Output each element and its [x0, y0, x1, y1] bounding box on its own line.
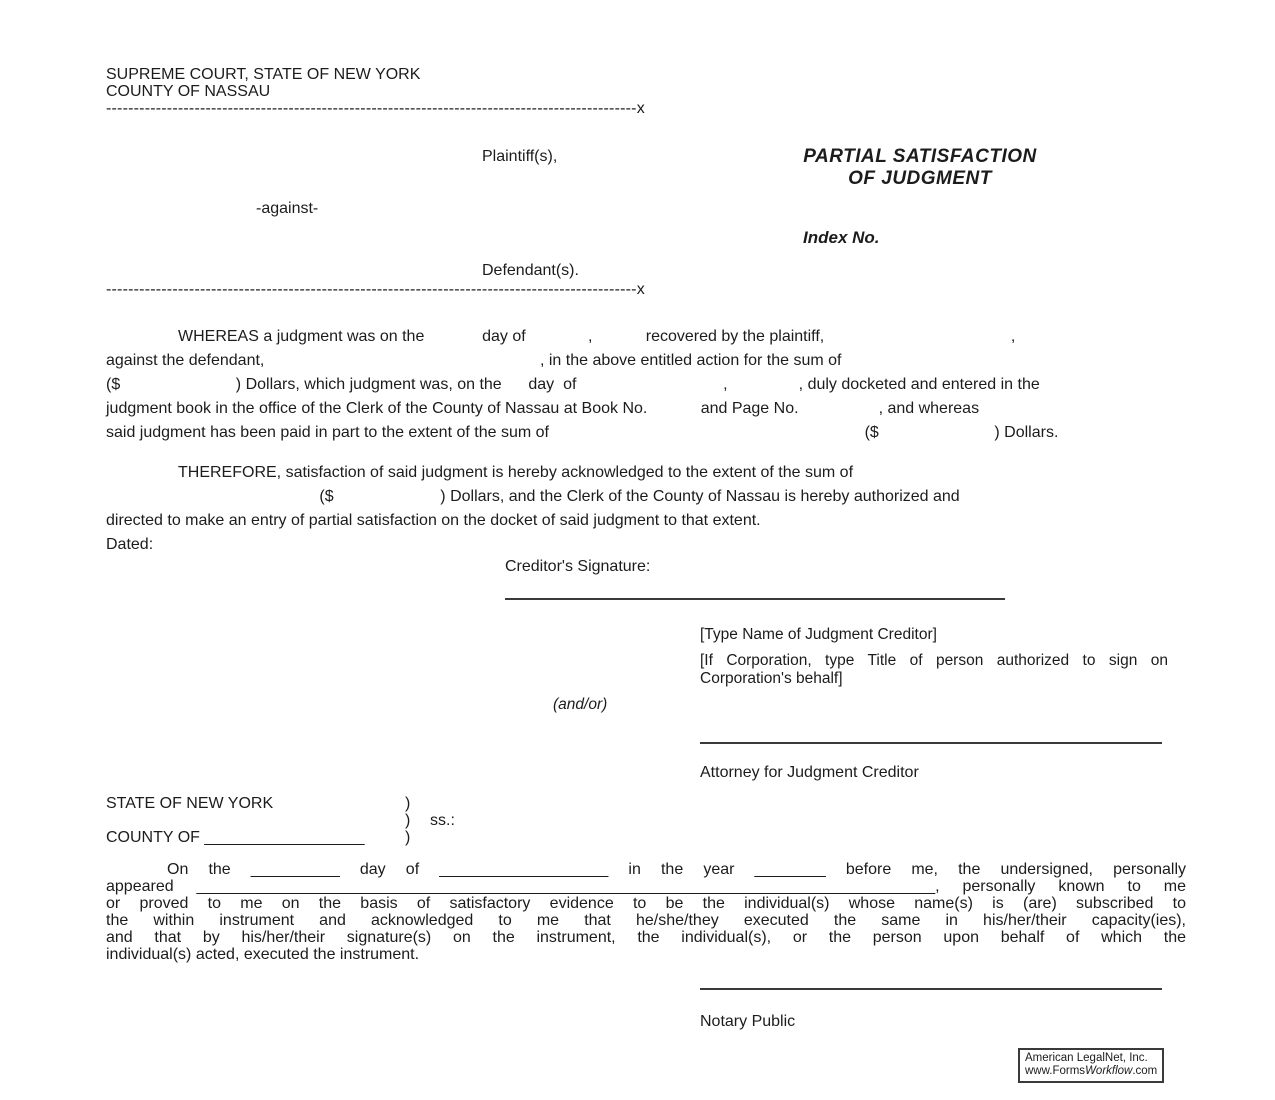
document-title — [740, 146, 1100, 190]
venue-ss: ss.: — [430, 812, 455, 829]
plaintiff-label: Plaintiff(s), — [482, 148, 558, 165]
dated-label: Dated: — [106, 536, 154, 553]
venue-paren-3: ) — [405, 829, 411, 846]
index-no-label: Index No. — [803, 228, 880, 247]
therefore-line: THEREFORE, satisfaction of said judgment is hereby acknowledged to the extent of the sum of — [178, 464, 854, 481]
creditor-signature-line — [505, 582, 1005, 600]
defendant-label: Defendant(s). — [482, 262, 579, 279]
venue-state: STATE OF NEW YORK — [106, 795, 274, 812]
notary-public-label: Notary Public — [700, 1013, 796, 1030]
whereas-line: judgment book in the office of the Clerk of the County of Nassau at Book No. and Page No. , and whereas — [106, 400, 980, 417]
venue-paren-1: ) — [405, 795, 411, 812]
county-name: COUNTY OF NASSAU — [106, 83, 271, 100]
therefore-line: directed to make an entry of partial satisfaction on the docket of said judgment to that extent. — [106, 512, 761, 529]
attorney-label: Attorney for Judgment Creditor — [700, 764, 919, 781]
court-name: SUPREME COURT, STATE OF NEW YORK — [106, 66, 421, 83]
vendor-url-workflow: Workflow — [1085, 1065, 1133, 1077]
venue-county: COUNTY OF __________________ — [106, 829, 365, 846]
therefore-paragraph — [106, 461, 1192, 557]
acknowledgment-line: On the __________ day of ___________________ in the year ________ before me, the undersigned, personally — [167, 861, 1186, 878]
document-title-line1: PARTIAL SATISFACTION — [803, 146, 1037, 167]
venue-paren-2: ) — [405, 812, 411, 829]
vendor-box — [1018, 1048, 1164, 1083]
type-name-note: [Type Name of Judgment Creditor] — [700, 626, 937, 643]
acknowledgment-line: and that by his/her/their signature(s) on the instrument, the individual(s), or the person upon behalf of which the — [106, 929, 1186, 946]
attorney-signature-line — [700, 726, 1162, 744]
acknowledgment-paragraph — [106, 861, 1186, 963]
acknowledgment-line: individual(s) acted, executed the instrument. — [106, 946, 420, 963]
document-title-line2: OF JUDGMENT — [848, 168, 992, 189]
notary-signature-line — [700, 972, 1162, 990]
whereas-line: against the defendant, , in the above entitled action for the sum of — [106, 352, 842, 369]
vendor-url — [1025, 1065, 1157, 1078]
acknowledgment-line: or proved to me on the basis of satisfactory evidence to be the individual(s) whose name(s) is (are) subscribed to — [106, 895, 1186, 912]
whereas-paragraph — [106, 325, 1192, 445]
creditor-signature-label: Creditor's Signature: — [505, 558, 651, 575]
vendor-name: American LegalNet, Inc. — [1025, 1052, 1148, 1064]
vendor-url-suffix: .com — [1132, 1065, 1158, 1077]
and-or-label: (and/or) — [553, 696, 608, 713]
vendor-url-prefix: www.Forms — [1025, 1065, 1086, 1077]
caption-divider-bottom: ------------------------------------------------------------------------------------------------x — [106, 281, 645, 298]
caption-divider-top: ------------------------------------------------------------------------------------------------x — [106, 100, 645, 117]
corporation-note: [If Corporation, type Title of person authorized to sign on Corporation's behalf] — [700, 652, 1168, 687]
therefore-line: ($ ) Dollars, and the Clerk of the County of Nassau is hereby authorized and — [106, 488, 960, 505]
against-label: -against- — [256, 200, 319, 217]
whereas-line: ($ ) Dollars, which judgment was, on the day of , , duly docketed and entered in the — [106, 376, 1040, 393]
acknowledgment-line: appeared ___________________________________________________________________________________, personally known to me — [106, 878, 1186, 895]
whereas-line: said judgment has been paid in part to the extent of the sum of ($ ) Dollars. — [106, 424, 1059, 441]
whereas-line: WHEREAS a judgment was on the day of , recovered by the plaintiff, , — [178, 328, 1016, 345]
acknowledgment-line: the within instrument and acknowledged to me that he/she/they executed the same in his/her/their capacity(ies), — [106, 912, 1186, 929]
